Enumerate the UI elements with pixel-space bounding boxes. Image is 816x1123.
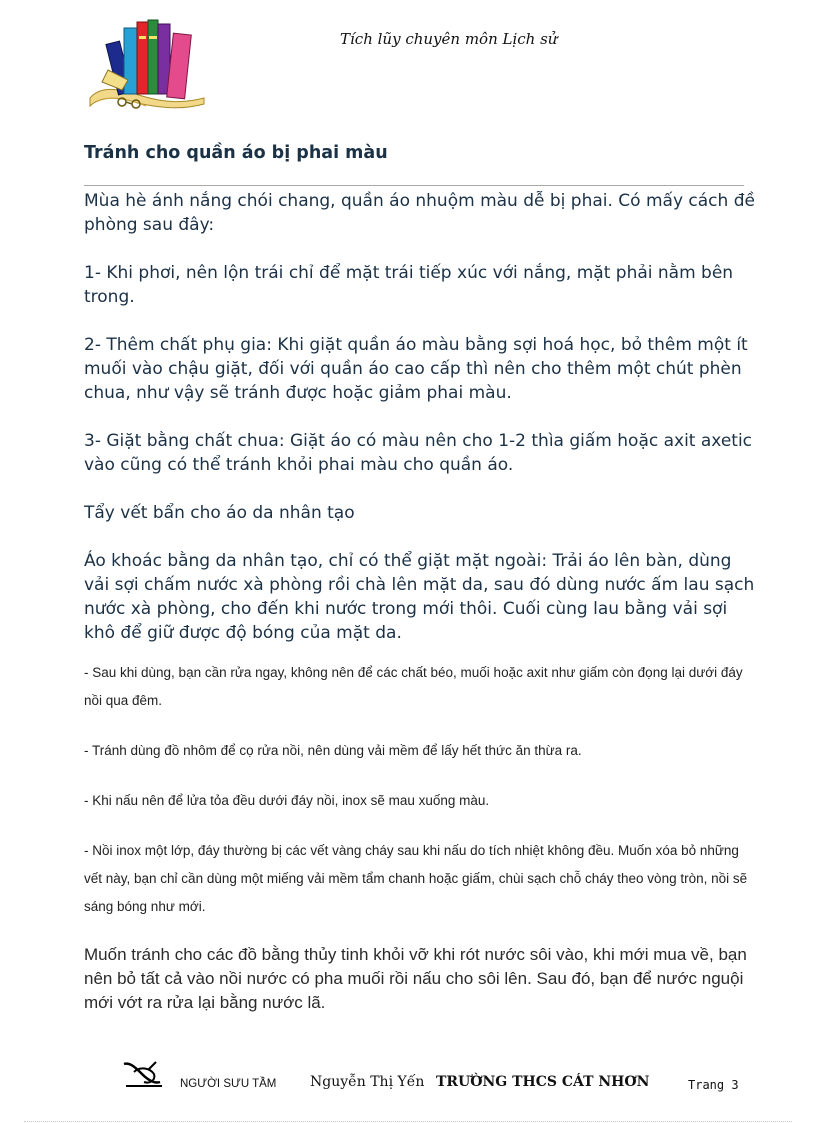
collector-name: Nguyễn Thị Yến bbox=[310, 1074, 425, 1090]
page-bottom-border bbox=[24, 1121, 792, 1122]
tip-paragraph: 3- Giặt bằng chất chua: Giặt áo có màu nên cho 1-2 thìa giấm hoặc axit axetic vào cũng có thể tránh khỏi phai màu cho quần áo. bbox=[84, 431, 753, 475]
tip-paragraph: 2- Thêm chất phụ gia: Khi giặt quần áo màu bằng sợi hoá học, bỏ thêm một ít muối vào chậu giặt, đối với quần áo cao cấp thì nên cho thêm một chút phèn chua, như vậy sẽ tránh được hoặc giảm phai màu. bbox=[84, 335, 748, 403]
article-body bbox=[84, 189, 756, 1015]
pot-tip: - Khi nấu nên để lửa tỏa đều dưới đáy nồi, inox sẽ mau xuống màu. bbox=[84, 793, 490, 808]
pot-tip: - Sau khi dùng, bạn cần rửa ngay, không nên để các chất béo, muối hoặc axit như giấm còn đọng lại dưới đáy nồi qua đêm. bbox=[84, 665, 743, 708]
pot-tip: - Nồi inox một lớp, đáy thường bị các vết vàng cháy sau khi nấu do tích nhiệt không đều. Muốn xóa bỏ những vết này, bạn chỉ cần dùng một miếng vải mềm tẩm chanh hoặc giấm, chùi sạch chỗ cháy theo vòng tròn, nồi sẽ sáng bóng như mới. bbox=[84, 843, 748, 914]
glass-paragraph: Muốn tránh cho các đồ bằng thủy tinh khỏi vỡ khi rót nước sôi vào, khi mới mua về, bạn nên bỏ tất cả vào nồi nước có pha muối rồi nấu cho sôi lên. Sau đó, bạn để nước nguội mới vớt ra rửa lại bằng nước lã. bbox=[84, 945, 747, 1012]
books-stack-icon bbox=[82, 14, 214, 114]
section-subheading: Tẩy vết bẩn cho áo da nhân tạo bbox=[84, 503, 355, 523]
header-title: Tích lũy chuyên môn Lịch sử bbox=[340, 30, 558, 48]
title-divider bbox=[84, 185, 744, 186]
intro-paragraph: Mùa hè ánh nắng chói chang, quần áo nhuộm màu dễ bị phai. Có mấy cách đề phòng sau đây: bbox=[84, 191, 755, 235]
article-title: Tránh cho quần áo bị phai màu bbox=[84, 143, 388, 163]
page-number: Trang 3 bbox=[688, 1078, 739, 1092]
pot-tip: - Tránh dùng đồ nhôm để cọ rửa nồi, nên dùng vải mềm để lấy hết thức ăn thừa ra. bbox=[84, 743, 582, 758]
writing-hand-icon bbox=[120, 1058, 166, 1092]
collector-label: NGƯỜI SƯU TẦM bbox=[180, 1078, 277, 1090]
school-name: TRƯỜNG THCS CÁT NHƠN bbox=[436, 1074, 650, 1090]
tip-paragraph: 1- Khi phơi, nên lộn trái chỉ để mặt trái tiếp xúc với nắng, mặt phải nằm bên trong. bbox=[84, 263, 734, 307]
leather-paragraph: Áo khoác bằng da nhân tạo, chỉ có thể giặt mặt ngoài: Trải áo lên bàn, dùng vải sợi chấm nước xà phòng rồi chà lên mặt da, sau đó dùng nước ấm lau sạch nước xà phòng, cho đến khi nước trong mới thôi. Cuối cùng lau bằng vải sợi khô để giữ được độ bóng của mặt da. bbox=[84, 551, 755, 643]
